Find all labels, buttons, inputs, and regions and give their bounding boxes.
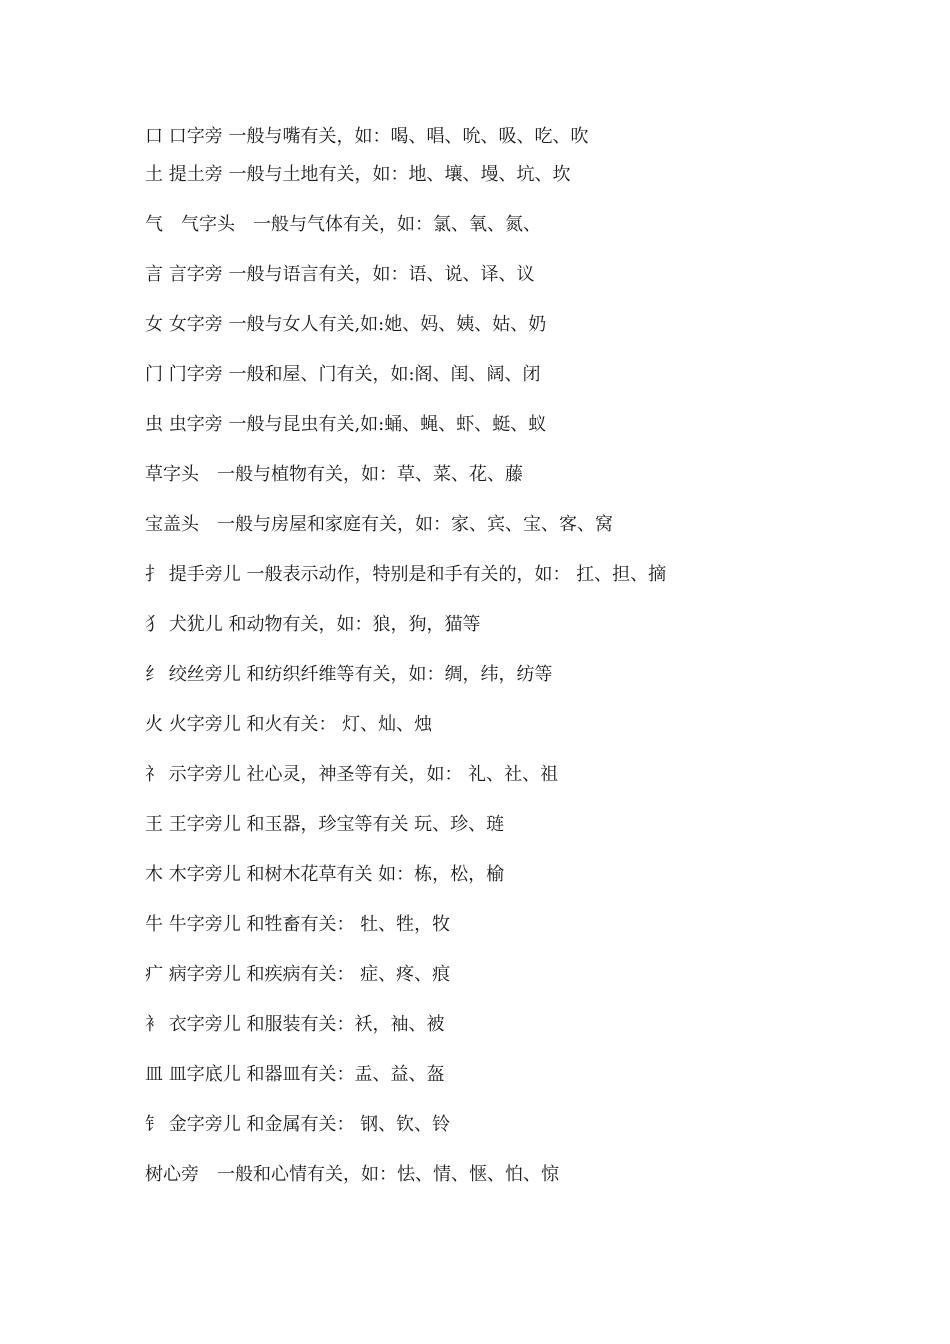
radical-line-men: 门 门字旁 一般和屋、门有关，如:阁、闺、阔、闭 xyxy=(145,364,541,385)
radical-line-mu: 木 木字旁儿 和树木花草有关 如：栋，松，榆 xyxy=(145,864,505,885)
radical-line-cao: 草字头 一般与植物有关，如：草、菜、花、藤 xyxy=(145,464,523,485)
radical-list xyxy=(145,124,865,1188)
radical-line-niu: 牛 牛字旁儿 和牲畜有关： 牡、牲，牧 xyxy=(145,914,451,935)
radical-line-huo: 火 火字旁儿 和火有关： 灯、灿、烛 xyxy=(145,714,433,735)
radical-line-tu: 土 提土旁 一般与土地有关，如：地、壤、墁、坑、坎 xyxy=(145,164,571,185)
radical-line-baogai: 宝盖头 一般与房屋和家庭有关，如：家、宾、宝、客、窝 xyxy=(145,514,613,535)
radical-line-qi: 气 气字头 一般与气体有关，如：氯、氧、氮、 xyxy=(145,214,541,235)
radical-line-yi: 衤 衣字旁儿 和服装有关：袄，袖、被 xyxy=(145,1014,445,1035)
radical-line-wang: 王 王字旁儿 和玉器，珍宝等有关 玩、珍、琏 xyxy=(145,814,505,835)
radical-line-bing: 疒 病字旁儿 和疾病有关： 症、疼、痕 xyxy=(145,964,451,985)
radical-line-nv: 女 女字旁 一般与女人有关,如:她、妈、姨、姑、奶 xyxy=(145,314,547,335)
radical-line-yan: 言 言字旁 一般与语言有关，如：语、说、译、议 xyxy=(145,264,535,285)
radical-line-jiaosi: 纟 绞丝旁儿 和纺织纤维等有关，如：绸，纬，纺等 xyxy=(145,664,553,685)
radical-line-min: 皿 皿字底儿 和器皿有关：盂、益、盔 xyxy=(145,1064,445,1085)
radical-line-quan: 犭 犬犹儿 和动物有关，如：狼，狗，猫等 xyxy=(145,614,481,635)
radical-line-chong: 虫 虫字旁 一般与昆虫有关,如:蛹、蝇、虾、蜓、蚁 xyxy=(145,414,547,435)
radical-line-shi: 礻 示字旁儿 社心灵，神圣等有关，如： 礼、社、祖 xyxy=(145,764,559,785)
radical-line-jin: 钅 金字旁儿 和金属有关： 钢、钦、铃 xyxy=(145,1114,451,1135)
radical-line-xin: 树心旁 一般和心情有关，如：怯、情、惬、怕、惊 xyxy=(145,1164,559,1185)
radical-line-kou: 口 口字旁 一般与嘴有关，如：喝、唱、吮、吸、吃、吹 xyxy=(145,126,589,147)
radical-line-tishou: 扌 提手旁儿 一般表示动作，特别是和手有关的，如： 扛、担、摘 xyxy=(145,564,667,585)
